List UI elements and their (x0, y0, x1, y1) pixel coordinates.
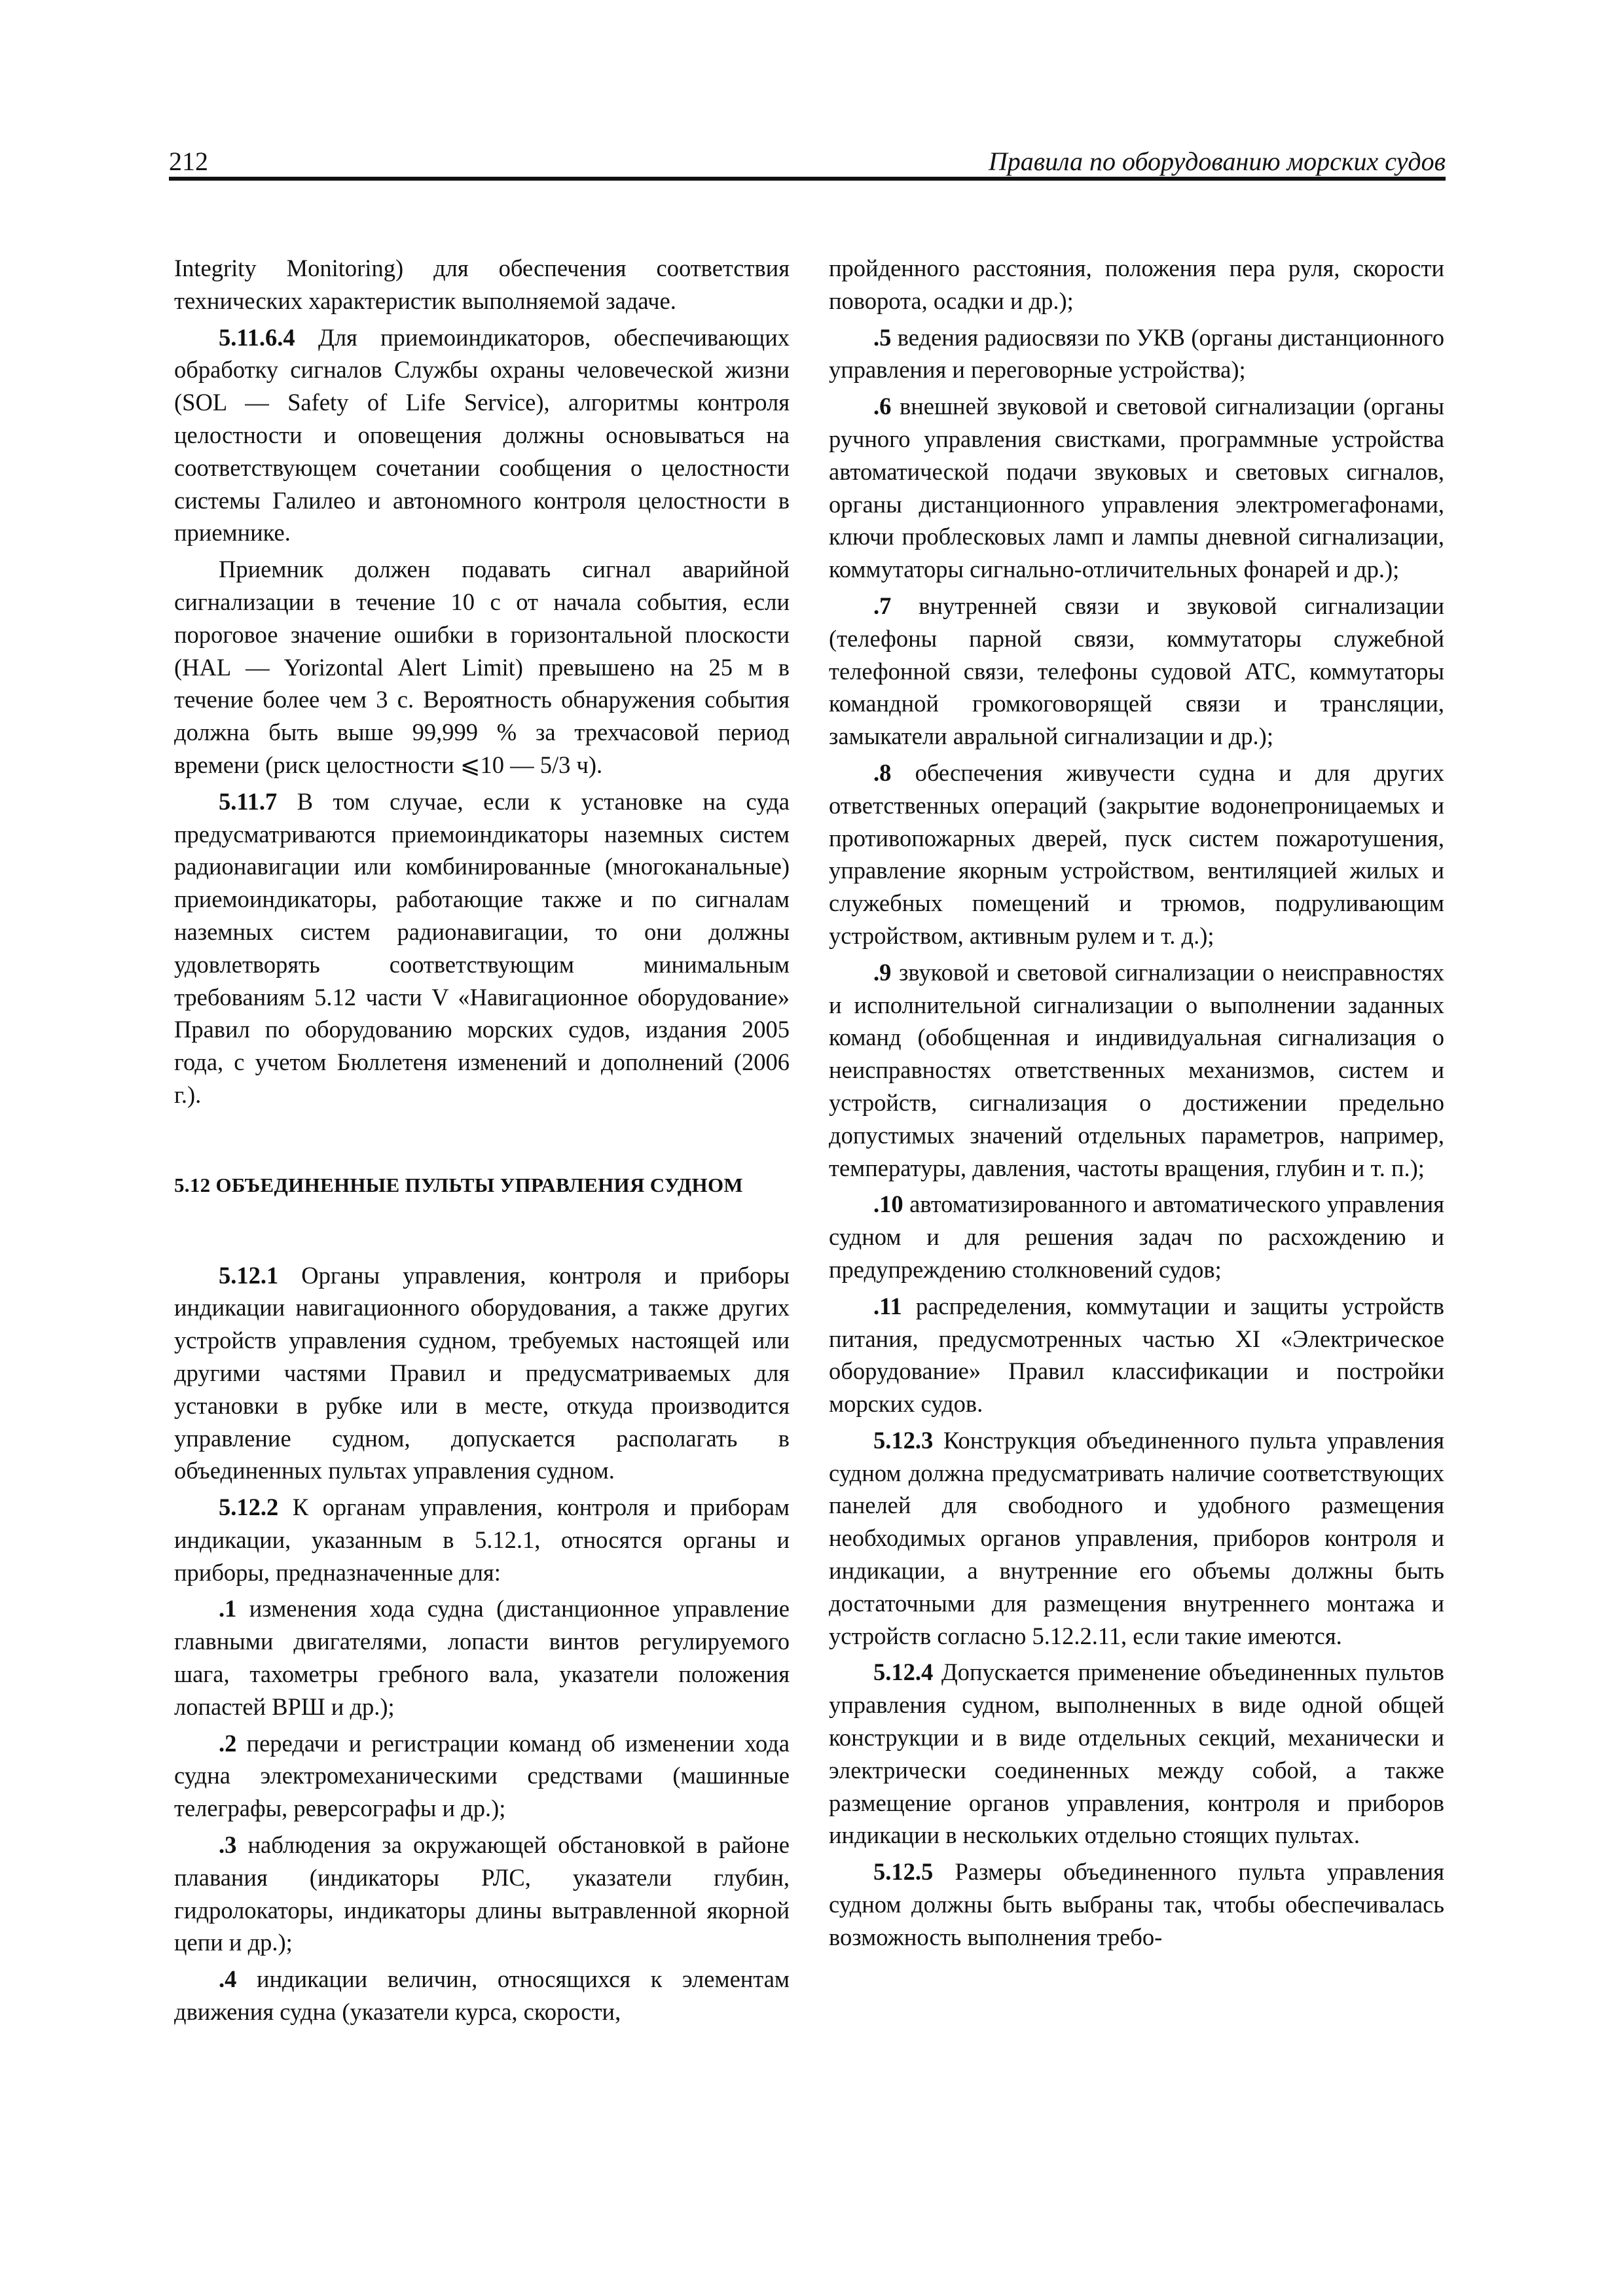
item-number: .6 (873, 393, 892, 420)
page-number: 212 (169, 147, 208, 176)
page-header (169, 143, 1446, 179)
list-item-4: .4 индикации величин, относящихся к элементам движения судна (указатели курса, скорости, (174, 1965, 790, 2026)
paragraph-5-12-5: 5.12.5 Размеры объединенного пульта управления судном должны быть выбраны так, чтобы обеспечивалась возможность выполнения требо- (829, 1858, 1444, 1950)
clause-number: 5.12.4 (873, 1659, 934, 1686)
paragraph-5-11-6-4: 5.11.6.4 Для приемоиндикаторов, обеспечивающих обработку сигналов Службы охраны человеческой жизни (SOL — Safety of Life Service), алгоритмы контроля целостности и оповещения должны основываться на соответствующем сочетании сообщения о целостности системы Галилео и автономного контроля целостности в приемнике. (174, 323, 790, 547)
paragraph-continuation: Integrity Monitoring) для обеспечения соответствия технических характеристик выполняемой задаче. (174, 255, 790, 314)
item-number: .5 (873, 323, 892, 351)
running-title: Правила по оборудованию морских судов (988, 147, 1446, 176)
paragraph-5-11-7: 5.11.7 В том случае, если к установке на суда предусматриваются приемоиндикаторы наземных систем радионавигации или комбинированные (многоканальные) приемоиндикаторы, работающие также и по сигналам наземных систем радионавигации, то они должны удовлетворять соответствующим минимальным требованиям 5.12 части V «Навигационное оборудование» Правил по оборудованию морских судов, издания 2005 года, с учетом Бюллетеня изменений и дополнений (2006 г.). (174, 787, 790, 1108)
item-number: .11 (873, 1292, 902, 1319)
paragraph-5-12-4: 5.12.4 Допускается применение объединенных пультов управления судном, выполненных в виде одной общей конструкции и в виде отдельных секций, механически и электрически соединенных между собой, а также размещение органов управления, контроля и приборов индикации в нескольких отдельно стоящих пультах. (829, 1659, 1444, 1849)
list-item-5: .5 ведения радиосвязи по УКВ (органы дистанционного управления и переговорные устройства); (829, 323, 1444, 384)
paragraph-continuation: пройденного расстояния, положения пера руля, скорости поворота, осадки и др.); (829, 255, 1444, 314)
left-column (174, 252, 790, 2032)
item-number: .4 (219, 1965, 237, 1993)
paragraph-5-12-3: 5.12.3 Конструкция объединенного пульта управления судном должна предусматривать наличие соответствующих панелей для свободного и удобного размещения необходимых органов управления, приборов контроля и индикации, а внутренние его объемы должны быть достаточными для размещения внутреннего монтажа и устройств согласно 5.12.2.11, если такие имеются. (829, 1426, 1444, 1649)
list-item-9: .9 звуковой и световой сигнализации о неисправностях и исполнительной сигнализации о выполнении заданных команд (обобщенная и индивидуальная сигнализация о неисправностях ответственных механизмов, систем и устройств, сигнализация о достижении предельно допустимых значений отдельных параметров, например, температуры, давления, частоты вращения, глубин и т. п.); (829, 958, 1444, 1181)
header-rule (169, 177, 1446, 181)
clause-number: 5.12.5 (873, 1858, 934, 1886)
item-number: .8 (873, 759, 892, 786)
clause-number: 5.12.3 (873, 1426, 934, 1454)
paragraph-5-12-2: 5.12.2 К органам управления, контроля и приборам индикации, указанным в 5.12.1, относятся органы и приборы, предназначенные для: (174, 1494, 790, 1586)
clause-number: 5.12.1 (219, 1261, 279, 1289)
list-item-6: .6 внешней звуковой и световой сигнализации (органы ручного управления свистками, программные устройства автоматической подачи звуковых и световых сигналов, органы дистанционного управления электромегафонами, ключи проблесковых ламп и лампы дневной сигнализации, коммутаторы сигнально-отличительных фонарей и др.); (829, 393, 1444, 583)
paragraph-receiver-alarm: Приемник должен подавать сигнал аварийной сигнализации в течение 10 с от начала события, если пороговое значение ошибки в горизонтальной плоскости (HAL — Yorizontal Alert Limit) превышено на 25 м в течение более чем 3 с. Вероятность обнаружения события должна быть выше 99,999 % за трехчасовой период времени (риск целостности ⩽10 — 5/3 ч). (174, 556, 790, 778)
list-item-10: .10 автоматизированного и автоматического управления судном и для решения задач по расхождению и предупреждению столкновений судов; (829, 1191, 1444, 1283)
list-item-11: .11 распределения, коммутации и защиты устройств питания, предусмотренных частью XI «Электрическое оборудование» Правил классификации и постройки морских судов. (829, 1292, 1444, 1418)
item-number: .10 (873, 1191, 903, 1218)
clause-number: 5.11.6.4 (219, 323, 295, 351)
right-column (829, 252, 1444, 1958)
clause-number: 5.12.2 (219, 1494, 279, 1521)
list-item-3: .3 наблюдения за окружающей обстановкой в районе плавания (индикаторы РЛС, указатели глубин, гидролокаторы, индикаторы длины вытравленной якорной цепи и др.); (174, 1831, 790, 1956)
clause-number: 5.11.7 (219, 787, 278, 815)
list-item-2: .2 передачи и регистрации команд об изменении хода судна электромеханическими средствами (машинные телеграфы, реверсографы и др.); (174, 1729, 790, 1822)
section-heading: 5.12 ОБЪЕДИНЕННЫЕ ПУЛЬТЫ УПРАВЛЕНИЯ СУДНОМ (174, 1173, 743, 1196)
item-number: .9 (873, 958, 892, 986)
list-item-8: .8 обеспечения живучести судна и для других ответственных операций (закрытие водонепроницаемых и противопожарных дверей, пуск систем пожаротушения, управление якорным устройством, вентиляцией жилых и служебных помещений и трюмов, подруливающим устройством, активным рулем и т. д.); (829, 759, 1444, 949)
list-item-7: .7 внутренней связи и звуковой сигнализации (телефоны парной связи, коммутаторы служебной телефонной связи, телефоны судовой АТС, коммутаторы командной громкоговорящей связи и трансляции, замыкатели авральной сигнализации и др.); (829, 592, 1444, 750)
item-number: .3 (219, 1831, 237, 1859)
list-item-1: .1 изменения хода судна (дистанционное управление главными двигателями, лопасти винтов регулируемого шага, тахометры гребного вала, указатели положения лопастей ВРШ и др.); (174, 1595, 790, 1720)
item-number: .1 (219, 1595, 237, 1623)
item-number: .2 (219, 1729, 237, 1757)
item-number: .7 (873, 592, 892, 619)
paragraph-5-12-1: 5.12.1 Органы управления, контроля и приборы индикации навигационного оборудования, а также других устройств управления судном, требуемых настоящей или другими частями Правил и предусматриваемых для установки в рубке или в месте, откуда производится управление судном, допускается располагать в объединенных пультах управления судном. (174, 1261, 790, 1484)
